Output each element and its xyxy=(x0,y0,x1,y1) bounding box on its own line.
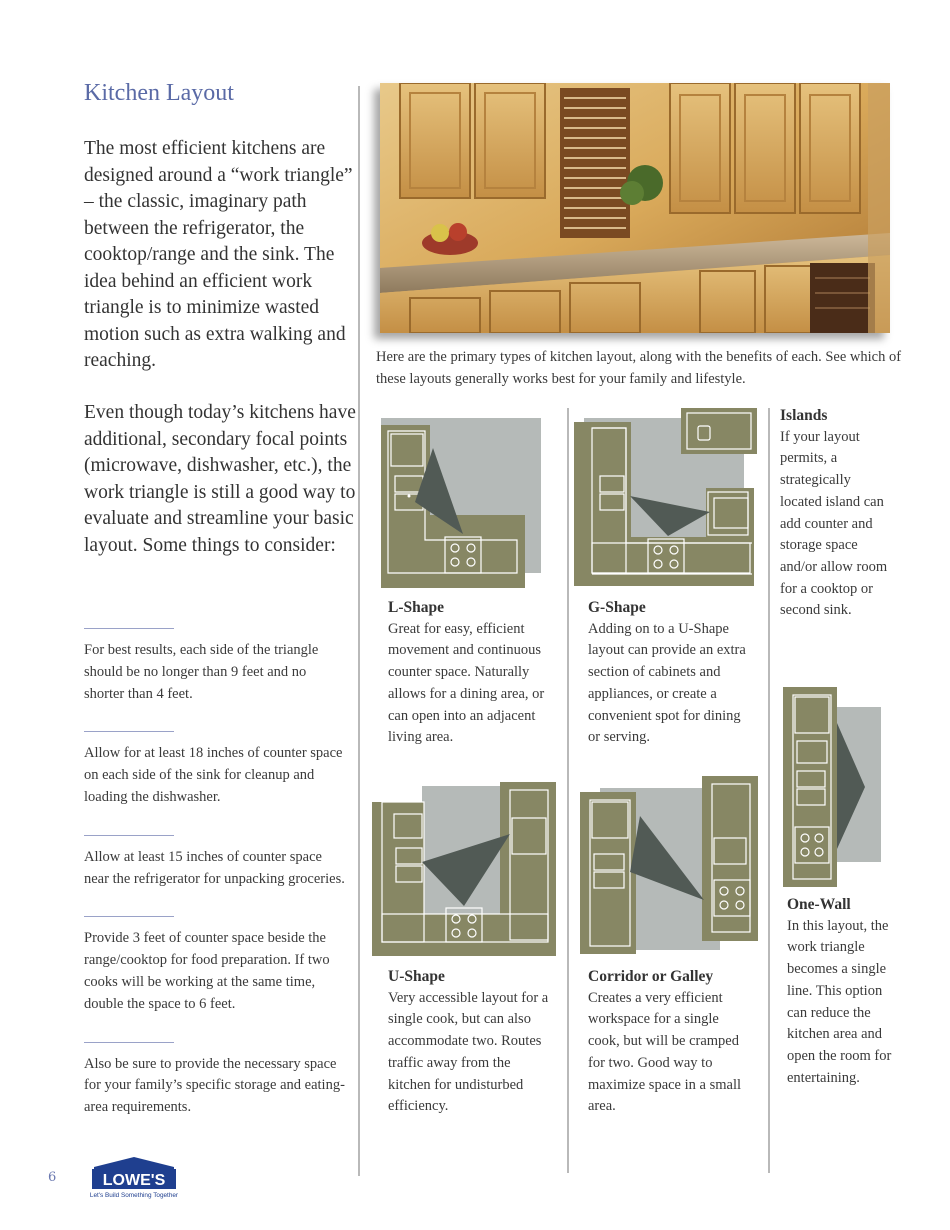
intro-paragraph: The most efficient kitchens are designed around a “work triangle” – the classic, imaginary path between the refrigerator, the cooktop/range and the sink. The idea behind an efficient work triangle is to minimize wasted motion such as extra walking and reaching. xyxy=(84,138,353,371)
layouts-caption: Here are the primary types of kitchen layout, along with the benefits of each. See which of these layouts generally works best for your family and lifestyle. xyxy=(376,349,902,387)
page-number: 6 xyxy=(48,1170,57,1185)
tip-text: Provide 3 feet of counter space beside the range/cooktop for food preparation. If two cooks will be working at the same time, double the space to 6 feet. xyxy=(84,930,330,1012)
l-shape-description xyxy=(388,597,558,749)
divider xyxy=(84,916,174,917)
layout-text: Creates a very efficient workspace for a single cook, but will be cramped for two. Good way to maximize space in a small area. xyxy=(588,989,742,1115)
g-shape-description xyxy=(588,597,753,749)
layout-title: Islands xyxy=(780,407,828,424)
intro-paragraph: Even though today’s kitchens have additional, secondary focal points (microwave, dishwasher, etc.), the work triangle is still a good way to evaluate and streamline your basic layout. Some things to consider: xyxy=(84,402,356,556)
divider xyxy=(84,628,174,629)
column-divider xyxy=(567,408,569,1173)
tip-item xyxy=(84,910,350,1015)
column-divider xyxy=(768,408,770,1173)
column-divider xyxy=(358,86,360,1176)
l-shape-diagram xyxy=(381,418,546,590)
layout-text: Great for easy, efficient movement and continuous counter space. Naturally allows for a dining area, or can open into an adjacent living area. xyxy=(388,620,545,746)
tip-item xyxy=(84,725,350,808)
logo-tagline: Let's Build Something Together xyxy=(89,1192,179,1199)
one-wall-description xyxy=(787,894,897,1089)
tip-item xyxy=(84,829,350,891)
layout-title: L-Shape xyxy=(388,599,444,616)
layout-title: Corridor or Galley xyxy=(588,968,714,985)
layout-text: If your layout permits, a strategically located island can add counter and storage space and/or allow room for a cooktop or second sink. xyxy=(780,428,888,619)
corridor-diagram xyxy=(580,776,760,956)
islands-description xyxy=(780,405,890,622)
kitchen-photo-image xyxy=(380,83,890,333)
divider xyxy=(84,1042,174,1043)
layout-title: One-Wall xyxy=(787,896,851,913)
logo-name: LOWE'S xyxy=(102,1172,166,1189)
tip-text: Allow for at least 18 inches of counter space on each side of the sink for cleanup and loading the dishwasher. xyxy=(84,745,343,805)
layout-text: Adding on to a U-Shape layout can provide an extra section of cabinets and appliances, or create a convenient spot for dining or serving. xyxy=(588,620,746,746)
kitchen-photo xyxy=(380,83,890,333)
layout-text: Very accessible layout for a single cook, but can also accommodate two. Routes traffic away from the kitchen for undisturbed efficiency. xyxy=(388,989,549,1115)
corridor-description xyxy=(588,966,753,1118)
page-title: Kitchen Layout xyxy=(84,80,234,106)
tip-text: For best results, each side of the triangle should be no longer than 9 feet and no shorter than 4 feet. xyxy=(84,642,319,702)
layout-title: U-Shape xyxy=(388,968,445,985)
tip-item xyxy=(84,622,350,705)
layout-text: In this layout, the work triangle becomes a single line. This option can reduce the kitchen area and open the room for entertaining. xyxy=(787,917,892,1086)
layout-title: G-Shape xyxy=(588,599,646,616)
u-shape-diagram xyxy=(372,782,558,958)
tip-text: Allow at least 15 inches of counter space near the refrigerator for unpacking groceries. xyxy=(84,848,345,887)
divider xyxy=(84,835,174,836)
one-wall-diagram xyxy=(783,687,883,889)
g-shape-diagram xyxy=(574,408,759,590)
lowes-logo xyxy=(84,1155,184,1199)
tip-text: Also be sure to provide the necessary space for your family’s specific storage and eating-area requirements. xyxy=(84,1055,345,1116)
tips-list xyxy=(84,622,350,1139)
u-shape-description xyxy=(388,966,553,1118)
divider xyxy=(84,731,174,732)
tip-item xyxy=(84,1036,350,1119)
